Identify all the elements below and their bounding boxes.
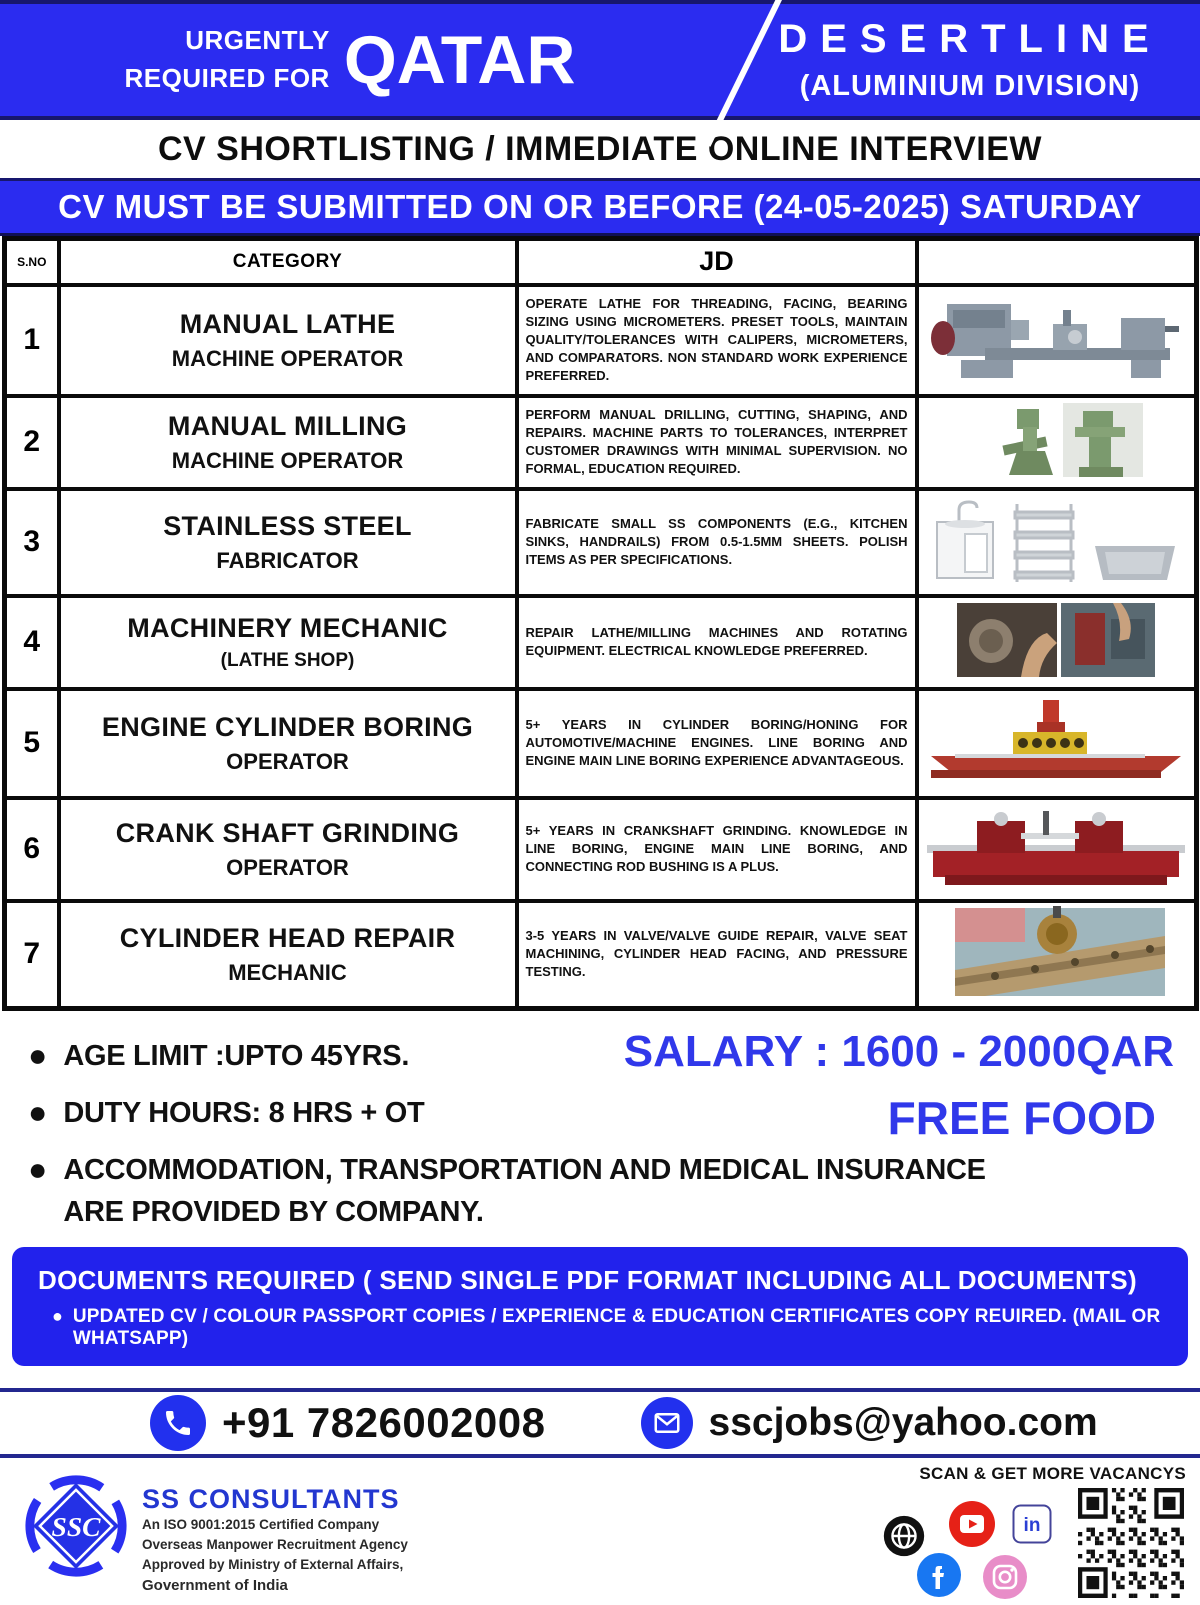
envelope-icon <box>641 1397 693 1449</box>
jobs-table <box>2 236 1199 1011</box>
category-title: CRANK SHAFT GRINDING <box>115 817 460 848</box>
col-header-image <box>917 239 1197 285</box>
list-item <box>28 1149 1008 1233</box>
company-division: (ALUMINIUM DIVISION) <box>799 70 1141 102</box>
svg-text:in: in <box>1023 1514 1041 1536</box>
urgently-required-label <box>124 22 329 97</box>
country-title: QATAR <box>343 22 576 98</box>
scan-text: SCAN & GET MORE VACANCYS <box>919 1463 1186 1483</box>
row-jd: FABRICATE SMALL SS COMPONENTS (E.G., KITCHEN SINKS, HANDRAILS) FROM 0.5-1.5MM SHEETS. POLISH ITEMS AS PER SPECIFICATIONS. <box>517 489 917 596</box>
stainless-steel-items-photo <box>917 489 1197 596</box>
documents-bullet <box>38 1306 1162 1350</box>
row-jd: OPERATE LATHE FOR THREADING, FACING, BEARING SIZING USING MICROMETERS. PRESET TOOLS, MAINTAIN QUALITY/TOLERANCES WITH CALIPERS, MICROMETERS, AND COMPARATORS. NON STANDARD WORK EXPERIENCE PREFERRED. <box>517 285 917 396</box>
table-row <box>5 285 1197 396</box>
logo-text: SSC <box>51 1511 101 1542</box>
category-subtitle: MACHINE OPERATOR <box>171 345 404 371</box>
table-row <box>5 596 1197 689</box>
row-jd: 3-5 YEARS IN VALVE/VALVE GUIDE REPAIR, VALVE SEAT MACHINING, CYLINDER HEAD FACING, AND PRESSURE TESTING. <box>517 901 917 1009</box>
bullet-icon: ● <box>28 1093 48 1130</box>
category-title: MACHINERY MECHANIC <box>127 612 448 643</box>
footer-company-name: SS CONSULTANTS <box>142 1483 400 1514</box>
shortlisting-text: CV SHORTLISTING / IMMEDIATE ONLINE INTERVIEW <box>158 129 1042 168</box>
bullet-icon: ● <box>28 1036 48 1073</box>
row-category <box>59 285 517 396</box>
category-subtitle: OPERATOR <box>226 854 349 880</box>
table-header-row <box>5 239 1197 285</box>
cylinder-boring-machine-photo <box>917 689 1197 798</box>
row-category <box>59 689 517 798</box>
row-number: 2 <box>5 396 59 489</box>
footer-line: Government of India <box>142 1577 288 1595</box>
ssc-logo <box>22 1472 130 1580</box>
row-category <box>59 901 517 1009</box>
milling-machines-photo <box>917 396 1197 489</box>
category-subtitle: (LATHE SHOP) <box>220 649 355 671</box>
documents-box <box>12 1247 1188 1366</box>
row-number: 3 <box>5 489 59 596</box>
row-category <box>59 489 517 596</box>
row-jd: REPAIR LATHE/MILLING MACHINES AND ROTATING EQUIPMENT. ELECTRICAL KNOWLEDGE PREFERRED. <box>517 596 917 689</box>
row-number: 6 <box>5 798 59 901</box>
category-title: ENGINE CYLINDER BORING <box>101 711 474 742</box>
col-header-sno: S.NO <box>5 239 59 285</box>
col-header-category: CATEGORY <box>59 239 517 285</box>
table-row <box>5 396 1197 489</box>
cylinder-head-repair-photo <box>917 901 1197 1009</box>
email-contact <box>641 1397 1098 1449</box>
footer-line: Overseas Manpower Recruitment Agency <box>142 1536 408 1552</box>
documents-title: DOCUMENTS REQUIRED ( SEND SINGLE PDF FORMAT INCLUDING ALL DOCUMENTS) <box>38 1264 1137 1295</box>
accommodation-text: ACCOMMODATION, TRANSPORTATION AND MEDICAL INSURANCE ARE PROVIDED BY COMPANY. <box>63 1153 986 1228</box>
row-number: 4 <box>5 596 59 689</box>
salary-text: SALARY : 1600 - 2000QAR <box>623 1026 1174 1076</box>
row-category <box>59 596 517 689</box>
facebook-icon <box>916 1552 962 1598</box>
phone-icon <box>150 1395 206 1451</box>
instagram-icon <box>982 1554 1028 1600</box>
benefits-section <box>0 1011 1200 1237</box>
age-limit-text: AGE LIMIT :UPTO 45YRS. <box>63 1039 410 1072</box>
footer-company-block <box>142 1484 408 1598</box>
phone-number: +91 7826002008 <box>222 1398 546 1446</box>
row-jd: PERFORM MANUAL DRILLING, CUTTING, SHAPING, AND REPAIRS. MACHINE PARTS TO TOLERANCES, INTERPRET CUSTOMER DRAWINGS WITH MINIMAL SUPERVISION. NO FORMAL, EDUCATION REQUIRED. <box>517 396 917 489</box>
row-jd: 5+ YEARS IN CYLINDER BORING/HONING FOR AUTOMOTIVE/MACHINE ENGINES. LINE BORING AND ENGINE MAIN LINE BORING EXPERIENCE ADVANTAGEOUS. <box>517 689 917 798</box>
phone-contact <box>150 1395 546 1451</box>
category-subtitle: FABRICATOR <box>216 547 359 573</box>
row-number: 5 <box>5 689 59 798</box>
duty-hours-text: DUTY HOURS: 8 HRS + OT <box>63 1096 425 1129</box>
category-subtitle: MECHANIC <box>228 959 347 985</box>
youtube-icon <box>948 1500 996 1548</box>
category-subtitle: OPERATOR <box>226 748 349 774</box>
required-for-text: REQUIRED FOR <box>124 63 330 93</box>
footer-line: Approved by Ministry of External Affairs, <box>142 1557 404 1572</box>
deadline-text: CV MUST BE SUBMITTED ON OR BEFORE (24-05-2025) SATURDAY <box>58 188 1142 225</box>
row-category <box>59 798 517 901</box>
urgently-text: URGENTLY <box>185 25 330 56</box>
table-row <box>5 489 1197 596</box>
category-title: CYLINDER HEAD REPAIR <box>119 922 456 953</box>
bullet-icon: ● <box>28 1150 48 1187</box>
lathe-machine-photo <box>917 285 1197 396</box>
row-jd: 5+ YEARS IN CRANKSHAFT GRINDING. KNOWLEDGE IN LINE BORING, ENGINE MAIN LINE BORING, AND CONNECTING ROD BUSHING IS A PLUS. <box>517 798 917 901</box>
table-row <box>5 901 1197 1009</box>
header-left <box>0 4 700 116</box>
category-title: MANUAL LATHE <box>179 308 396 339</box>
mechanic-working-photo <box>917 596 1197 689</box>
row-category <box>59 396 517 489</box>
col-header-jd: JD <box>517 239 917 285</box>
category-subtitle: MACHINE OPERATOR <box>171 447 404 473</box>
table-row <box>5 798 1197 901</box>
documents-bullet-text: UPDATED CV / COLOUR PASSPORT COPIES / EXPERIENCE & EDUCATION CERTIFICATES COPY REUIRED. (MAIL OR WHATSAPP) <box>72 1305 1161 1349</box>
shortlisting-strip <box>0 120 1200 178</box>
contact-strip <box>0 1388 1200 1458</box>
footer <box>0 1458 1200 1601</box>
crankshaft-grinding-machine-photo <box>917 798 1197 901</box>
free-food-text: FREE FOOD <box>887 1091 1156 1144</box>
footer-line: An ISO 9001:2015 Certified Company <box>142 1516 380 1532</box>
header-band <box>0 0 1200 120</box>
category-title: MANUAL MILLING <box>167 410 408 441</box>
bullet-icon: ● <box>52 1305 63 1326</box>
qr-code <box>1078 1488 1184 1598</box>
email-address: sscjobs@yahoo.com <box>708 1400 1098 1444</box>
category-title: STAINLESS STEEL <box>163 510 412 541</box>
row-number: 7 <box>5 901 59 1009</box>
table-row <box>5 689 1197 798</box>
linkedin-icon <box>1012 1504 1052 1544</box>
company-title: DESERTLINE <box>778 17 1162 61</box>
header-right <box>700 4 1200 116</box>
row-number: 1 <box>5 285 59 396</box>
list-item <box>28 1092 1008 1134</box>
deadline-strip <box>0 178 1200 236</box>
